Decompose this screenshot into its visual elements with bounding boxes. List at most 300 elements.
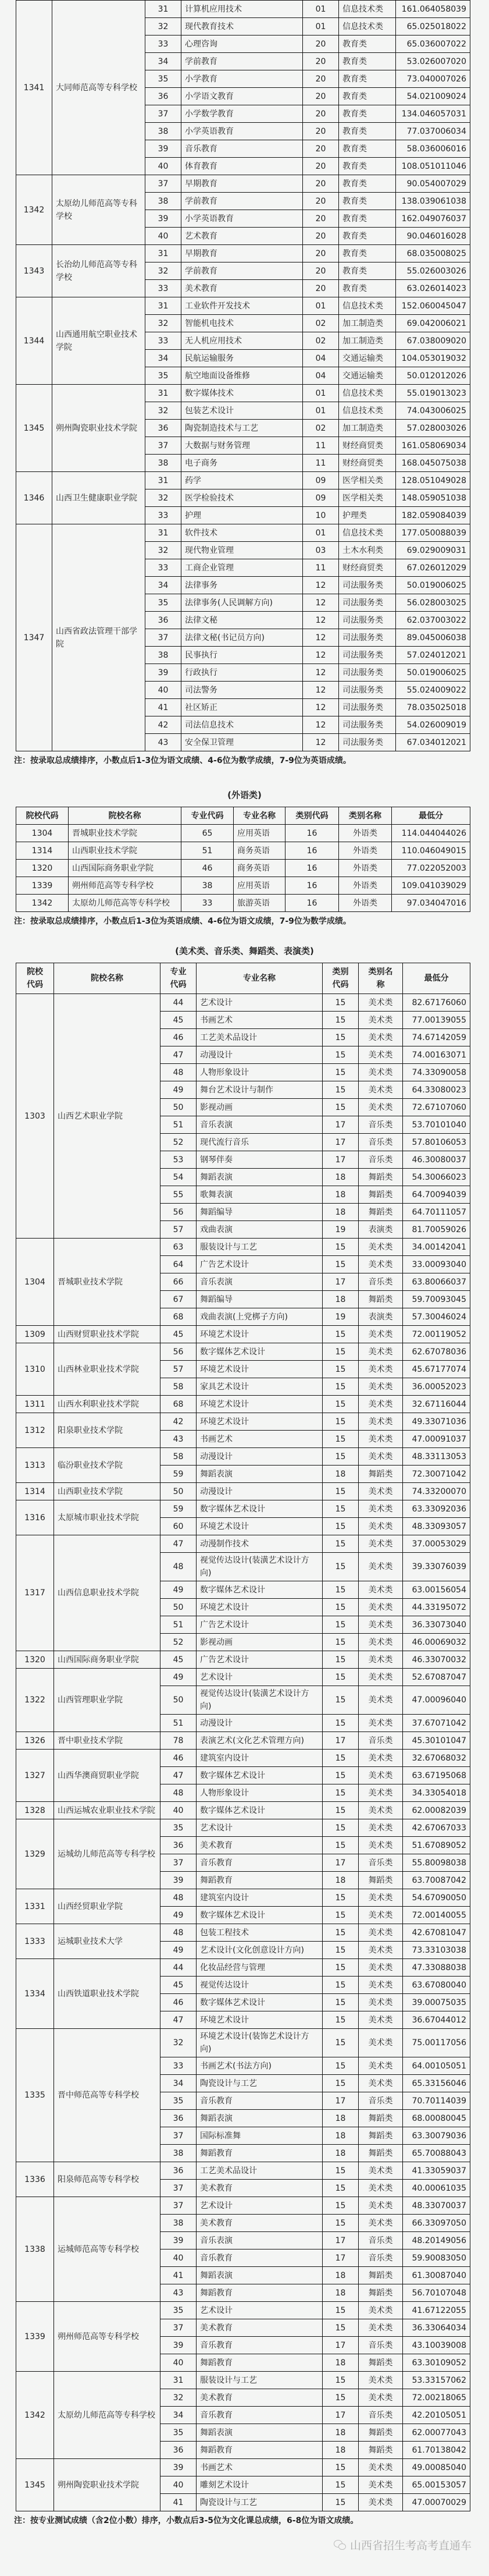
min-score: 37.00053029	[403, 1535, 470, 1553]
major-code: 36	[160, 2110, 197, 2127]
major-code: 34	[160, 2407, 197, 2424]
category-code: 15	[323, 1616, 359, 1634]
category-name: 信息技术类	[339, 1, 396, 18]
category-name: 舞蹈类	[359, 1466, 403, 1483]
major-code: 48	[160, 1064, 197, 1081]
category-name: 司法服务类	[339, 664, 396, 682]
major-name: 艺术设计	[197, 2302, 323, 2319]
category-name: 美术类	[359, 1889, 403, 1907]
major-code: 44	[160, 994, 197, 1012]
major-code: 32	[145, 402, 181, 420]
min-score: 90.046016028	[396, 228, 470, 245]
column-header: 专业名称	[234, 807, 285, 825]
major-code: 31	[145, 297, 181, 315]
column-header: 专业名称	[197, 963, 323, 994]
min-score: 42.67067033	[403, 1819, 470, 1837]
category-code: 20	[303, 140, 339, 158]
min-score: 148.059051038	[396, 489, 470, 507]
category-code: 18	[323, 1291, 359, 1308]
major-code: 41	[160, 2267, 197, 2284]
category-code: 15	[323, 2197, 359, 2215]
major-name: 艺术设计	[197, 2197, 323, 2215]
major-code: 68	[160, 1308, 197, 1326]
major-code: 63	[160, 1239, 197, 1256]
major-code: 32	[145, 489, 181, 507]
school-code: 1342	[16, 895, 69, 912]
major-name: 表演艺术(文化艺术管理方向)	[197, 1732, 323, 1750]
column-header: 类别代码	[323, 963, 359, 994]
table-row	[16, 1732, 470, 1750]
major-name: 安全保卫管理	[181, 734, 303, 751]
category-code: 15	[323, 1448, 359, 1466]
min-score: 47.33088038	[403, 1959, 470, 1977]
min-score: 44.33195072	[403, 1599, 470, 1616]
school-name: 太原城市职业技术学院	[54, 1500, 160, 1535]
category-code: 15	[323, 1535, 359, 1553]
major-name: 陶瓷设计与工艺	[197, 2075, 323, 2092]
major-name: 陶瓷制造技术与工艺	[181, 420, 303, 437]
major-code: 50	[160, 1483, 197, 1500]
category-name: 美术类	[359, 2319, 403, 2337]
min-score: 50.019006025	[396, 577, 470, 594]
min-score: 104.053019032	[396, 350, 470, 367]
category-code: 11	[303, 559, 339, 577]
category-name: 司法服务类	[339, 682, 396, 699]
min-score: 177.050088039	[396, 524, 470, 542]
major-code: 40	[145, 158, 181, 175]
major-code: 35	[160, 2302, 197, 2319]
category-name: 信息技术类	[339, 297, 396, 315]
major-code: 58	[160, 1378, 197, 1396]
major-name: 环境艺术设计(装饰艺术设计方向)	[197, 2029, 323, 2057]
major-code: 40	[160, 2249, 197, 2267]
min-score: 168.045075038	[396, 455, 470, 472]
category-code: 01	[303, 297, 339, 315]
major-code: 37	[160, 2319, 197, 2337]
major-code: 38	[145, 455, 181, 472]
school-code: 1339	[16, 877, 69, 895]
section-title-foreign-language: (外语类)	[227, 790, 262, 800]
category-name: 美术类	[359, 1819, 403, 1837]
category-code: 17	[323, 1854, 359, 1872]
school-code: 1310	[16, 1343, 54, 1396]
column-header: 最低分	[403, 963, 470, 994]
school-name: 太原幼儿师范高等专科学校	[52, 175, 145, 245]
major-name: 包装工程技术	[197, 1924, 323, 1942]
category-name: 教育类	[339, 140, 396, 158]
min-score: 55.024009022	[396, 682, 470, 699]
min-score: 59.90083050	[403, 2249, 470, 2267]
category-code: 15	[323, 2180, 359, 2197]
major-name: 舞蹈教育	[197, 1872, 323, 1889]
major-code: 47	[160, 1535, 197, 1553]
category-code: 15	[323, 1599, 359, 1616]
category-name: 美术类	[359, 2180, 403, 2197]
school-name: 朔州陶瓷职业技术学院	[52, 385, 145, 472]
major-name: 药学	[181, 472, 303, 489]
category-name: 教育类	[339, 193, 396, 210]
table-row	[16, 2162, 470, 2180]
school-name: 山西华澳商贸职业学院	[54, 1750, 160, 1802]
category-code: 17	[323, 1273, 359, 1291]
major-name: 数字媒体艺术设计	[197, 1581, 323, 1599]
school-code: 1313	[16, 1448, 54, 1483]
major-code: 40	[145, 682, 181, 699]
section-title-arts: (美术类、音乐类、舞蹈类、表演类)	[175, 946, 314, 956]
category-code: 15	[323, 1634, 359, 1651]
major-code: 33	[145, 332, 181, 350]
column-header: 院校名称	[69, 807, 181, 825]
min-score: 67.038009020	[396, 332, 470, 350]
category-name: 美术类	[359, 2459, 403, 2476]
min-score: 49.00085040	[403, 2459, 470, 2476]
category-code: 12	[303, 734, 339, 751]
category-name: 美术类	[359, 1046, 403, 1064]
min-score: 59.70093045	[403, 1291, 470, 1308]
min-score: 62.00082039	[403, 1802, 470, 1819]
min-score: 36.33073040	[403, 1616, 470, 1634]
major-code: 36	[160, 2162, 197, 2180]
min-score: 63.30079036	[403, 2127, 470, 2145]
school-code: 1333	[16, 1924, 54, 1959]
major-name: 服装设计与工艺	[197, 1239, 323, 1256]
school-code: 1328	[16, 1802, 54, 1819]
major-code: 36	[160, 2442, 197, 2459]
major-code: 47	[160, 1767, 197, 1784]
category-code: 15	[323, 1750, 359, 1767]
major-name: 艺术设计(文化创意设计方向)	[197, 1942, 323, 1959]
min-score: 54.021009024	[396, 88, 470, 105]
major-code: 35	[160, 2424, 197, 2442]
major-name: 数字媒体艺术设计	[197, 1343, 323, 1361]
category-code: 20	[303, 53, 339, 70]
column-header: 专业代码	[181, 807, 234, 825]
min-score: 45.30101047	[403, 1732, 470, 1750]
major-code: 44	[160, 1959, 197, 1977]
category-code: 15	[323, 1518, 359, 1535]
category-name: 教育类	[339, 175, 396, 193]
min-score: 63.30109052	[403, 2354, 470, 2372]
table-row	[16, 1500, 470, 1518]
school-name: 晋中师范高等专科学校	[54, 2029, 160, 2162]
school-name: 山西职业技术学院	[69, 842, 181, 860]
major-name: 建筑室内设计	[197, 1889, 323, 1907]
major-code: 41	[160, 2494, 197, 2511]
category-name: 音乐类	[359, 2092, 403, 2110]
table-row	[16, 842, 470, 860]
table-row	[16, 1448, 470, 1466]
category-name: 美术类	[359, 1343, 403, 1361]
school-code: 1327	[16, 1750, 54, 1802]
school-code: 1342	[16, 175, 52, 245]
category-code: 17	[323, 1151, 359, 1169]
major-code: 39	[145, 664, 181, 682]
major-name: 环境艺术设计	[197, 1361, 323, 1378]
column-header: 院校代码	[16, 807, 69, 825]
major-code: 46	[160, 1029, 197, 1046]
major-code: 32	[160, 2389, 197, 2407]
category-name: 美术类	[359, 2476, 403, 2494]
min-score: 48.20149056	[403, 2232, 470, 2249]
category-code: 12	[303, 716, 339, 734]
category-name: 司法服务类	[339, 594, 396, 612]
table-row	[16, 825, 470, 842]
major-code: 31	[145, 385, 181, 402]
category-code: 20	[303, 262, 339, 280]
min-score: 33.00093040	[403, 1256, 470, 1273]
min-score: 81.70059026	[403, 1221, 470, 1239]
table-row	[16, 2372, 470, 2389]
category-name: 美术类	[359, 1239, 403, 1256]
category-name: 美术类	[359, 2302, 403, 2319]
major-name: 环境艺术设计	[197, 1599, 323, 1616]
major-code: 50	[160, 1099, 197, 1116]
min-score: 48.33070037	[403, 2197, 470, 2215]
school-name: 山西省政法管理干部学院	[52, 524, 145, 751]
major-name: 早期教育	[181, 245, 303, 262]
major-name: 数字媒体艺术设计	[197, 1767, 323, 1784]
category-code: 18	[323, 2442, 359, 2459]
major-code: 43	[160, 2284, 197, 2302]
major-name: 美术教育	[197, 2215, 323, 2232]
category-name: 教育类	[339, 158, 396, 175]
table-row	[16, 895, 470, 912]
min-score: 65.025018022	[396, 18, 470, 36]
major-code: 33	[145, 280, 181, 297]
major-code: 48	[160, 1784, 197, 1802]
major-name: 心理咨询	[181, 36, 303, 53]
major-name: 舞蹈表演	[197, 1466, 323, 1483]
category-name: 音乐类	[359, 2232, 403, 2249]
category-code: 15	[323, 1326, 359, 1343]
watermark	[0, 2537, 472, 2553]
min-score: 43.10039008	[403, 2337, 470, 2354]
table-row	[16, 2029, 470, 2057]
min-score: 46.00069032	[403, 1634, 470, 1651]
min-score: 54.67090050	[403, 1889, 470, 1907]
category-code: 16	[285, 895, 339, 912]
category-code: 01	[303, 385, 339, 402]
major-code: 60	[160, 1518, 197, 1535]
table-row	[16, 385, 470, 402]
major-code: 50	[160, 1686, 197, 1715]
category-code: 12	[303, 699, 339, 716]
category-name: 舞蹈类	[359, 2424, 403, 2442]
category-name: 美术类	[359, 1029, 403, 1046]
major-name: 司法信息技术	[181, 716, 303, 734]
min-score: 46.33070032	[403, 1651, 470, 1669]
category-name: 教育类	[339, 262, 396, 280]
category-code: 15	[323, 1431, 359, 1448]
min-score: 57.028003026	[396, 420, 470, 437]
column-header: 院校代码	[16, 963, 54, 994]
min-score: 36.00052023	[403, 1378, 470, 1396]
major-name: 小学教育	[181, 70, 303, 88]
major-code: 58	[160, 1448, 197, 1466]
major-name: 软件技术	[181, 524, 303, 542]
min-score: 72.00140055	[403, 1907, 470, 1924]
major-name: 小学语文教育	[181, 88, 303, 105]
min-score: 63.80066037	[403, 1273, 470, 1291]
major-code: 39	[160, 2337, 197, 2354]
school-name: 山西经贸职业学院	[54, 1889, 160, 1924]
school-name: 大同师范高等专科学校	[52, 1, 145, 175]
category-name: 医学相关类	[339, 489, 396, 507]
school-name: 山西管理职业学院	[54, 1669, 160, 1732]
major-name: 舞蹈编导	[197, 1204, 323, 1221]
major-code: 37	[160, 2127, 197, 2145]
major-name: 商务英语	[234, 842, 285, 860]
category-code: 18	[323, 2145, 359, 2162]
min-score: 114.044044026	[392, 825, 470, 842]
major-code: 32	[145, 315, 181, 332]
table-row	[16, 2197, 470, 2215]
major-name: 体育教育	[181, 158, 303, 175]
major-name: 音乐教育	[197, 2249, 323, 2267]
min-score: 72.67107060	[403, 1099, 470, 1116]
category-code: 15	[323, 1907, 359, 1924]
major-code: 35	[145, 594, 181, 612]
category-name: 舞蹈类	[359, 2110, 403, 2127]
category-code: 01	[303, 524, 339, 542]
major-name: 舞蹈表演	[197, 2424, 323, 2442]
category-name: 司法服务类	[339, 716, 396, 734]
category-code: 20	[303, 158, 339, 175]
category-code: 15	[323, 1994, 359, 2011]
school-code: 1314	[16, 1483, 54, 1500]
major-name: 法律文秘(书记员方向)	[181, 629, 303, 647]
min-score: 41.33059037	[403, 2162, 470, 2180]
school-code: 1346	[16, 472, 52, 524]
major-code: 36	[145, 612, 181, 629]
category-name: 美术类	[359, 1959, 403, 1977]
major-name: 数字媒体艺术设计	[197, 1802, 323, 1819]
major-name: 艺术设计	[197, 1669, 323, 1686]
min-score: 68.035008025	[396, 245, 470, 262]
school-name: 山西林业职业技术学院	[54, 1343, 160, 1396]
major-name: 数字媒体艺术设计	[197, 1907, 323, 1924]
min-score: 54.30066023	[403, 1169, 470, 1186]
category-name: 交通运输类	[339, 350, 396, 367]
major-name: 数字媒体艺术设计	[197, 1500, 323, 1518]
category-code: 15	[323, 2057, 359, 2075]
category-code: 15	[323, 1837, 359, 1854]
major-code: 38	[160, 2145, 197, 2162]
major-code: 39	[145, 140, 181, 158]
major-name: 广告艺术设计	[197, 1256, 323, 1273]
min-score: 54.026009019	[396, 716, 470, 734]
major-name: 动漫设计	[197, 1448, 323, 1466]
major-name: 钢琴伴奏	[197, 1151, 323, 1169]
table-row	[16, 877, 470, 895]
major-name: 视觉传达设计(装潢艺术设计方向)	[197, 1553, 323, 1581]
min-score: 39.00075035	[403, 1994, 470, 2011]
table-vocational-note: 注：按录取总成绩排序，小数点后1-3位为语文成绩、4-6位为数学成绩，7-9位为英语成绩。	[14, 756, 351, 765]
category-code: 15	[323, 1029, 359, 1046]
school-code: 1317	[16, 1535, 54, 1651]
major-code: 52	[160, 1634, 197, 1651]
column-header: 最低分	[392, 807, 470, 825]
major-code: 54	[160, 1169, 197, 1186]
major-name: 航空地面设备维修	[181, 367, 303, 385]
min-score: 48.33113053	[403, 1448, 470, 1466]
major-name: 艺术设计	[197, 994, 323, 1012]
major-code: 34	[145, 53, 181, 70]
min-score: 97.034047016	[392, 895, 470, 912]
major-name: 应用英语	[234, 825, 285, 842]
min-score: 69.029009031	[396, 542, 470, 559]
min-score: 62.67078036	[403, 1343, 470, 1361]
major-name: 司法警务	[181, 682, 303, 699]
category-name: 教育类	[339, 245, 396, 262]
category-code: 15	[323, 1889, 359, 1907]
major-code: 49	[160, 1581, 197, 1599]
major-name: 化妆品经营与管理	[197, 1959, 323, 1977]
major-name: 医学检验技术	[181, 489, 303, 507]
category-code: 20	[303, 193, 339, 210]
school-name: 山西国际商务职业学院	[54, 1651, 160, 1669]
major-code: 33	[160, 2057, 197, 2075]
category-name: 司法服务类	[339, 699, 396, 716]
major-code: 51	[160, 1715, 197, 1732]
category-name: 舞蹈类	[359, 1204, 403, 1221]
min-score: 36.33064034	[403, 2319, 470, 2337]
category-name: 财经商贸类	[339, 437, 396, 455]
min-score: 57.30046024	[403, 1308, 470, 1326]
major-code: 41	[145, 699, 181, 716]
min-score: 47.00070029	[403, 2494, 470, 2511]
category-code: 09	[303, 472, 339, 489]
min-score: 77.022052003	[392, 860, 470, 877]
major-name: 动漫设计	[197, 1715, 323, 1732]
table-row	[16, 1, 470, 18]
min-score: 61.70138042	[403, 2442, 470, 2459]
table-row	[16, 1413, 470, 1431]
major-name: 陶瓷设计与工艺	[197, 2494, 323, 2511]
category-code: 18	[323, 1204, 359, 1221]
category-code: 10	[303, 507, 339, 524]
table-row	[16, 1669, 470, 1686]
min-score: 138.039061038	[396, 193, 470, 210]
school-name: 阳泉职业技术学院	[54, 1413, 160, 1448]
category-name: 外语类	[339, 825, 392, 842]
major-name: 美术教育	[197, 2319, 323, 2337]
category-name: 美术类	[359, 1802, 403, 1819]
category-name: 美术类	[359, 1256, 403, 1273]
min-score: 49.33071036	[403, 1413, 470, 1431]
category-code: 04	[303, 350, 339, 367]
category-code: 15	[323, 1686, 359, 1715]
category-code: 15	[323, 1099, 359, 1116]
category-name: 表演类	[359, 1308, 403, 1326]
category-name: 护理类	[339, 507, 396, 524]
major-name: 人物形象设计	[197, 1784, 323, 1802]
major-name: 舞蹈表演	[197, 2267, 323, 2284]
category-code: 15	[323, 1064, 359, 1081]
major-code: 64	[160, 1256, 197, 1273]
major-name: 动漫制作技术	[197, 1535, 323, 1553]
category-code: 02	[303, 332, 339, 350]
school-code: 1345	[16, 2459, 54, 2511]
major-code: 36	[145, 88, 181, 105]
category-code: 15	[323, 1413, 359, 1431]
major-code: 38	[145, 123, 181, 140]
school-code: 1343	[16, 245, 52, 297]
table-row	[16, 1343, 470, 1361]
category-code: 18	[323, 2284, 359, 2302]
category-name: 舞蹈类	[359, 2145, 403, 2162]
major-name: 法律事务	[181, 577, 303, 594]
